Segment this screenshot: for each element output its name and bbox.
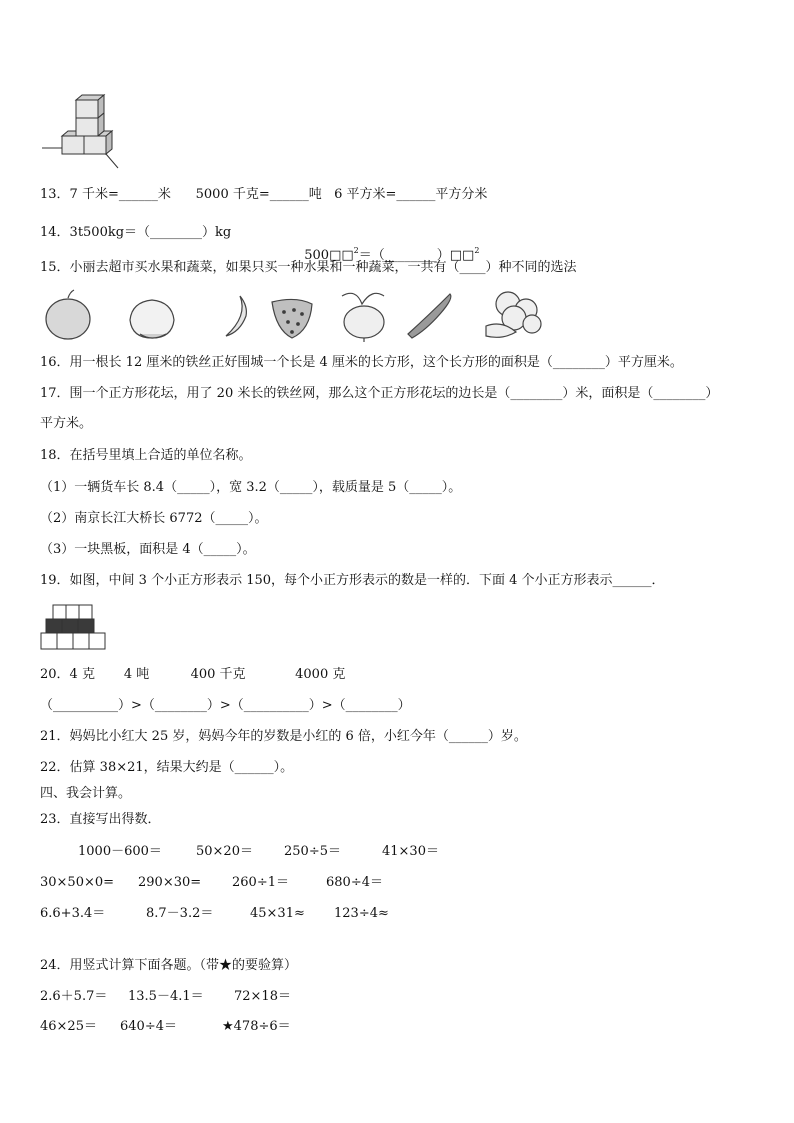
apple-icon: [46, 290, 90, 339]
q24-r1c3: 72×18＝: [234, 989, 291, 1004]
q24-r2c3: ★478÷6＝: [222, 1019, 291, 1034]
cucumber-icon: [408, 294, 451, 338]
question-21: 21．妈妈比小红大 25 岁，妈妈今年的岁数是小红的 6 倍，小红今年（______）岁。: [40, 729, 527, 744]
question-18-item-2: （2）南京长江大桥长 6772（_____）。: [40, 511, 268, 526]
question-17-line2: 平方米。: [40, 416, 93, 431]
q23-r1c3: 250÷5＝: [284, 844, 341, 859]
question-20-line2: （__________）>（________）>（__________）>（________）: [40, 698, 411, 713]
q23-r2c1: 30×50×0=: [40, 875, 115, 890]
square-stack-figure: [40, 603, 106, 653]
q23-r1c4: 41×30＝: [382, 844, 439, 859]
q24-r1c1: 2.6＋5.7＝: [40, 989, 108, 1004]
q14-right-sup: 2: [353, 246, 359, 255]
cauliflower-icon: [486, 292, 541, 337]
question-15: 15．小丽去超市买水果和蔬菜，如果只买一种水果和一种蔬菜，一共有（____）种不同的选法: [40, 260, 577, 275]
question-24-title: 24．用竖式计算下面各题。（带★的要验算）: [40, 958, 298, 973]
question-18-item-1: （1）一辆货车长 8.4（_____），宽 3.2（_____），载质量是 5（_____）。: [40, 480, 462, 495]
peach-icon: [130, 300, 174, 338]
radish-icon: [342, 293, 384, 342]
q14-right-mid: ＝（________）□□: [358, 248, 475, 263]
question-20-line1: 20．4 克 4 吨 400 千克 4000 克: [40, 667, 346, 682]
banana-icon: [226, 296, 246, 336]
produce-pictures: [40, 286, 550, 342]
question-18-item-3: （3）一块黑板，面积是 4（_____）。: [40, 542, 256, 557]
q14-right-sup2: 2: [474, 246, 480, 255]
q23-r2c4: 680÷4＝: [326, 875, 383, 890]
section-4-heading: 四、我会计算。: [40, 786, 132, 801]
question-14-left: 14．3t500kg＝（________）kg: [40, 225, 232, 240]
question-16: 16．用一根长 12 厘米的铁丝正好围城一个长是 4 厘米的长方形，这个长方形的面积是（________）平方厘米。: [40, 355, 683, 370]
q23-r3c2: 8.7－3.2＝: [146, 906, 214, 921]
q23-r2c3: 260÷1＝: [232, 875, 289, 890]
q14-right-prefix: 500□□: [304, 248, 354, 263]
q24-r1c2: 13.5－4.1＝: [128, 989, 204, 1004]
question-18-title: 18．在括号里填上合适的单位名称。: [40, 448, 252, 463]
q24-r2c2: 640÷4＝: [120, 1019, 177, 1034]
question-13: 13．7 千米=______米 5000 千克=______吨 6 平方米=______平方分米: [40, 187, 488, 202]
question-22: 22．估算 38×21，结果大约是（______）。: [40, 760, 294, 775]
q24-r2c1: 46×25＝: [40, 1019, 97, 1034]
cube-stack-figure: [40, 92, 124, 172]
question-19: 19．如图，中间 3 个小正方形表示 150，每个小正方形表示的数是一样的．下面 4 个小正方形表示______．: [40, 573, 665, 588]
q23-r1c1: 1000－600＝: [78, 844, 162, 859]
q23-r3c4: 123÷4≈: [334, 906, 389, 921]
q23-r3c3: 45×31≈: [250, 906, 305, 921]
q23-r3c1: 6.6+3.4＝: [40, 906, 106, 921]
q23-r1c2: 50×20＝: [196, 844, 253, 859]
question-17-line1: 17．围一个正方形花坛，用了 20 米长的铁丝网，那么这个正方形花坛的边长是（________）米，面积是（________）: [40, 386, 719, 401]
q23-r2c2: 290×30=: [138, 875, 202, 890]
question-23-title: 23．直接写出得数．: [40, 812, 161, 827]
strawberry-icon: [272, 299, 312, 338]
